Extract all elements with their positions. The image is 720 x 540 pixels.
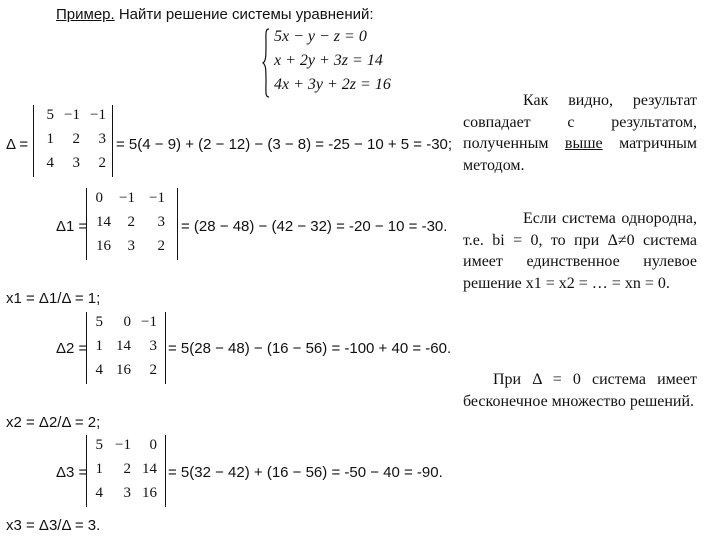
x3-result: x3 = Δ3/Δ = 3. (6, 517, 101, 534)
delta1-matrix (86, 188, 178, 260)
matrix-cell: 2 (72, 131, 80, 147)
x2-result: x2 = Δ2/Δ = 2; (6, 414, 101, 431)
note1-text: Как видно, результат совпадает с результатом, полученным (463, 92, 697, 152)
equation-system (262, 28, 402, 102)
note-zero-det (463, 369, 697, 412)
matrix-cell: 5 (95, 314, 103, 330)
note3-text: При Δ = 0 система имеет бесконечное множество решений. (463, 371, 697, 410)
matrix-cell: 2 (123, 461, 131, 477)
matrix-cell: −1 (90, 107, 106, 123)
matrix-cell: 5 (46, 107, 54, 123)
matrix-cell: 3 (157, 214, 165, 230)
note-homogeneous (463, 208, 697, 294)
delta3-expression: = 5(32 − 42) + (16 − 56) = -50 − 40 = -90. (168, 464, 443, 481)
matrix-cell: 3 (127, 238, 135, 254)
matrix-cell: 16 (96, 238, 111, 254)
delta2-expression: = 5(28 − 48) − (16 − 56) = -100 + 40 = -60. (168, 340, 452, 357)
matrix-cell: 0 (95, 190, 103, 206)
link-above[interactable]: выше (564, 135, 603, 152)
matrix-cell: 1 (95, 461, 103, 477)
matrix-cell: 1 (46, 131, 54, 147)
matrix-cell: 2 (127, 214, 135, 230)
matrix-cell: 2 (157, 238, 165, 254)
x1-result: x1 = Δ1/Δ = 1; (6, 290, 101, 307)
delta-expression: = 5(4 − 9) + (2 − 12) − (3 − 8) = -25 − 10 + 5 = -30; (116, 136, 453, 153)
matrix-cell: 3 (72, 155, 80, 171)
matrix-cell: 5 (95, 437, 103, 453)
matrix-cell: −1 (141, 314, 157, 330)
matrix-cell: 3 (149, 338, 157, 354)
equation-2: x + 2y + 3z = 14 (274, 52, 383, 69)
matrix-cell: 3 (123, 485, 131, 501)
matrix-cell: 2 (149, 362, 157, 378)
example-label: Пример. (56, 6, 115, 23)
delta2-matrix (86, 312, 166, 384)
delta3-label: Δ3 = (56, 464, 88, 481)
matrix-cell: 4 (95, 485, 103, 501)
delta3-matrix (86, 435, 166, 507)
matrix-cell: 4 (46, 155, 54, 171)
matrix-cell: 14 (142, 461, 157, 477)
delta1-label: Δ1 = (56, 218, 88, 235)
example-header (56, 6, 374, 23)
matrix-cell: 14 (96, 214, 111, 230)
note1-end: матричным методом. (463, 135, 697, 174)
matrix-cell: −1 (115, 437, 131, 453)
matrix-cell: 4 (95, 362, 103, 378)
matrix-cell: −1 (119, 190, 135, 206)
matrix-cell: 0 (149, 437, 157, 453)
delta2-label: Δ2 = (56, 340, 88, 357)
matrix-cell: 0 (123, 314, 131, 330)
delta1-expression: = (28 − 48) − (42 − 32) = -20 − 10 = -30. (181, 218, 448, 235)
delta-label: Δ = (6, 136, 29, 153)
matrix-cell: 1 (95, 338, 103, 354)
curly-brace-icon (262, 28, 270, 98)
equation-1: 5x − y − z = 0 (274, 28, 367, 45)
matrix-cell: 2 (98, 155, 106, 171)
matrix-cell: 3 (98, 131, 106, 147)
matrix-cell: 16 (142, 485, 157, 501)
matrix-cell: −1 (149, 190, 165, 206)
equation-3: 4x + 3y + 2z = 16 (274, 76, 391, 93)
matrix-cell: 16 (116, 362, 131, 378)
delta-matrix (33, 105, 113, 177)
task-text: Найти решение системы уравнений: (118, 6, 374, 23)
matrix-cell: 14 (116, 338, 131, 354)
matrix-cell: −1 (64, 107, 80, 123)
note-matrix-method (463, 90, 697, 176)
note2-text: Если система однородна, т.е. bi = 0, то при Δ≠0 система имеет единственное нулевое решение x1 = x2 = … = xn = 0. (463, 210, 697, 292)
